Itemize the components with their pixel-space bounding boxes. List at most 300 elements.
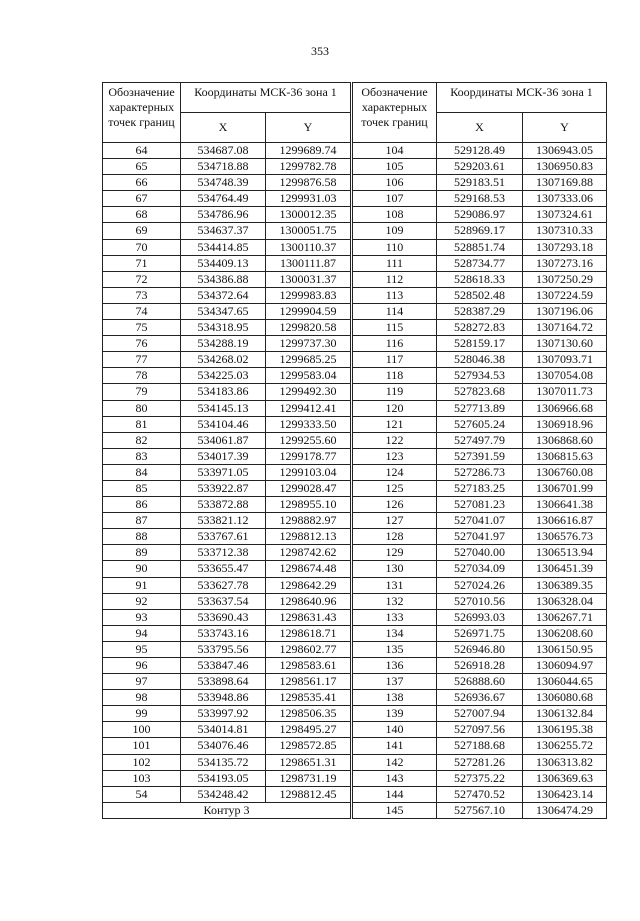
y-cell: 1307250.29 bbox=[523, 271, 607, 287]
x-cell: 533898.64 bbox=[181, 674, 266, 690]
table-row bbox=[353, 593, 607, 609]
x-cell: 533847.46 bbox=[181, 658, 266, 674]
table-row bbox=[103, 448, 351, 464]
header-y: Y bbox=[523, 113, 607, 143]
point-id-cell: 77 bbox=[103, 352, 181, 368]
table-row bbox=[353, 480, 607, 496]
point-id-cell: 111 bbox=[353, 255, 437, 271]
x-cell: 534372.64 bbox=[181, 287, 266, 303]
point-id-cell: 81 bbox=[103, 416, 181, 432]
point-id-cell: 96 bbox=[103, 658, 181, 674]
y-cell: 1298640.96 bbox=[266, 593, 351, 609]
x-cell: 533627.78 bbox=[181, 577, 266, 593]
x-cell: 529128.49 bbox=[437, 143, 523, 159]
table-row bbox=[103, 786, 351, 802]
y-cell: 1307293.18 bbox=[523, 239, 607, 255]
table-row bbox=[103, 271, 351, 287]
page-number: 353 bbox=[311, 44, 329, 58]
y-cell: 1306044.65 bbox=[523, 674, 607, 690]
x-cell: 527007.94 bbox=[437, 706, 523, 722]
point-id-cell: 118 bbox=[353, 368, 437, 384]
point-id-cell: 74 bbox=[103, 303, 181, 319]
x-cell: 534318.95 bbox=[181, 320, 266, 336]
x-cell: 534786.96 bbox=[181, 207, 266, 223]
x-cell: 534135.72 bbox=[181, 754, 266, 770]
table-row bbox=[103, 143, 351, 159]
point-id-cell: 100 bbox=[103, 722, 181, 738]
table-row bbox=[353, 239, 607, 255]
point-id-cell: 124 bbox=[353, 464, 437, 480]
point-id-cell: 110 bbox=[353, 239, 437, 255]
point-id-cell: 136 bbox=[353, 658, 437, 674]
table-row bbox=[103, 384, 351, 400]
point-id-cell: 127 bbox=[353, 513, 437, 529]
table-row bbox=[353, 561, 607, 577]
y-cell: 1298618.71 bbox=[266, 625, 351, 641]
table-row bbox=[103, 706, 351, 722]
table-row bbox=[353, 432, 607, 448]
y-cell: 1300031.37 bbox=[266, 271, 351, 287]
table-row bbox=[353, 175, 607, 191]
table-row bbox=[103, 336, 351, 352]
table-row bbox=[353, 464, 607, 480]
y-cell: 1306918.96 bbox=[523, 416, 607, 432]
y-cell: 1299583.04 bbox=[266, 368, 351, 384]
point-id-cell: 113 bbox=[353, 287, 437, 303]
x-cell: 527934.53 bbox=[437, 368, 523, 384]
x-cell: 526936.67 bbox=[437, 690, 523, 706]
y-cell: 1300051.75 bbox=[266, 223, 351, 239]
x-cell: 526888.60 bbox=[437, 674, 523, 690]
table-row bbox=[103, 303, 351, 319]
point-id-cell: 93 bbox=[103, 609, 181, 625]
point-id-cell: 145 bbox=[353, 802, 437, 818]
y-cell: 1307011.73 bbox=[523, 384, 607, 400]
point-id-cell: 85 bbox=[103, 480, 181, 496]
table-row bbox=[103, 577, 351, 593]
point-id-cell: 101 bbox=[103, 738, 181, 754]
x-cell: 533637.54 bbox=[181, 593, 266, 609]
x-cell: 534637.37 bbox=[181, 223, 266, 239]
y-cell: 1306950.83 bbox=[523, 159, 607, 175]
point-id-cell: 75 bbox=[103, 320, 181, 336]
x-cell: 527097.56 bbox=[437, 722, 523, 738]
x-cell: 527713.89 bbox=[437, 400, 523, 416]
y-cell: 1298742.62 bbox=[266, 545, 351, 561]
table-row bbox=[103, 239, 351, 255]
x-cell: 528046.38 bbox=[437, 352, 523, 368]
table-row bbox=[353, 207, 607, 223]
table-row bbox=[103, 480, 351, 496]
table-row bbox=[353, 641, 607, 657]
y-cell: 1299782.78 bbox=[266, 159, 351, 175]
table-row bbox=[103, 513, 351, 529]
x-cell: 534248.42 bbox=[181, 786, 266, 802]
table-row bbox=[353, 770, 607, 786]
y-cell: 1306815.63 bbox=[523, 448, 607, 464]
x-cell: 533997.92 bbox=[181, 706, 266, 722]
x-cell: 528272.83 bbox=[437, 320, 523, 336]
y-cell: 1298812.45 bbox=[266, 786, 351, 802]
y-cell: 1307310.33 bbox=[523, 223, 607, 239]
table-row bbox=[353, 577, 607, 593]
y-cell: 1307324.61 bbox=[523, 207, 607, 223]
y-cell: 1306080.68 bbox=[523, 690, 607, 706]
y-cell: 1307093.71 bbox=[523, 352, 607, 368]
header-designation: Обозначение характерных точек границ bbox=[103, 83, 181, 143]
table-row bbox=[103, 287, 351, 303]
x-cell: 527040.00 bbox=[437, 545, 523, 561]
y-cell: 1307164.72 bbox=[523, 320, 607, 336]
table-row bbox=[353, 400, 607, 416]
y-cell: 1306369.63 bbox=[523, 770, 607, 786]
y-cell: 1306255.72 bbox=[523, 738, 607, 754]
table-row bbox=[103, 770, 351, 786]
point-id-cell: 98 bbox=[103, 690, 181, 706]
y-cell: 1306208.60 bbox=[523, 625, 607, 641]
point-id-cell: 83 bbox=[103, 448, 181, 464]
point-id-cell: 112 bbox=[353, 271, 437, 287]
y-cell: 1300111.87 bbox=[266, 255, 351, 271]
x-cell: 534386.88 bbox=[181, 271, 266, 287]
table-row bbox=[103, 658, 351, 674]
y-cell: 1298631.43 bbox=[266, 609, 351, 625]
x-cell: 534145.13 bbox=[181, 400, 266, 416]
y-cell: 1307333.06 bbox=[523, 191, 607, 207]
x-cell: 527567.10 bbox=[437, 802, 523, 818]
header-x: X bbox=[181, 113, 266, 143]
x-cell: 533767.61 bbox=[181, 529, 266, 545]
y-cell: 1306513.94 bbox=[523, 545, 607, 561]
point-id-cell: 89 bbox=[103, 545, 181, 561]
point-id-cell: 107 bbox=[353, 191, 437, 207]
point-id-cell: 76 bbox=[103, 336, 181, 352]
y-cell: 1306132.84 bbox=[523, 706, 607, 722]
y-cell: 1298495.27 bbox=[266, 722, 351, 738]
y-cell: 1299931.03 bbox=[266, 191, 351, 207]
point-id-cell: 139 bbox=[353, 706, 437, 722]
header-x: X bbox=[437, 113, 523, 143]
header-coordinates-group: Координаты МСК-36 зона 1 bbox=[181, 83, 351, 113]
y-cell: 1298882.97 bbox=[266, 513, 351, 529]
table-row bbox=[103, 529, 351, 545]
table-row bbox=[103, 368, 351, 384]
point-id-cell: 94 bbox=[103, 625, 181, 641]
x-cell: 534183.86 bbox=[181, 384, 266, 400]
x-cell: 533922.87 bbox=[181, 480, 266, 496]
y-cell: 1306451.39 bbox=[523, 561, 607, 577]
y-cell: 1306760.08 bbox=[523, 464, 607, 480]
point-id-cell: 115 bbox=[353, 320, 437, 336]
point-id-cell: 73 bbox=[103, 287, 181, 303]
point-id-cell: 121 bbox=[353, 416, 437, 432]
table-row bbox=[103, 432, 351, 448]
y-cell: 1299412.41 bbox=[266, 400, 351, 416]
point-id-cell: 142 bbox=[353, 754, 437, 770]
y-cell: 1306313.82 bbox=[523, 754, 607, 770]
point-id-cell: 109 bbox=[353, 223, 437, 239]
coordinates-table-right bbox=[352, 82, 607, 819]
x-cell: 526918.28 bbox=[437, 658, 523, 674]
point-id-cell: 72 bbox=[103, 271, 181, 287]
table-row bbox=[353, 786, 607, 802]
x-cell: 527375.22 bbox=[437, 770, 523, 786]
point-id-cell: 120 bbox=[353, 400, 437, 416]
table-row bbox=[103, 690, 351, 706]
table-body-right bbox=[353, 143, 607, 819]
point-id-cell: 97 bbox=[103, 674, 181, 690]
y-cell: 1299876.58 bbox=[266, 175, 351, 191]
table-row bbox=[353, 159, 607, 175]
table-row bbox=[103, 464, 351, 480]
y-cell: 1298812.13 bbox=[266, 529, 351, 545]
point-id-cell: 87 bbox=[103, 513, 181, 529]
x-cell: 527024.26 bbox=[437, 577, 523, 593]
x-cell: 534687.08 bbox=[181, 143, 266, 159]
y-cell: 1306474.29 bbox=[523, 802, 607, 818]
y-cell: 1306868.60 bbox=[523, 432, 607, 448]
x-cell: 534061.87 bbox=[181, 432, 266, 448]
x-cell: 528734.77 bbox=[437, 255, 523, 271]
point-id-cell: 91 bbox=[103, 577, 181, 593]
point-id-cell: 126 bbox=[353, 497, 437, 513]
table-row bbox=[103, 255, 351, 271]
y-cell: 1299333.50 bbox=[266, 416, 351, 432]
x-cell: 527497.79 bbox=[437, 432, 523, 448]
y-cell: 1298674.48 bbox=[266, 561, 351, 577]
x-cell: 527081.23 bbox=[437, 497, 523, 513]
y-cell: 1307196.06 bbox=[523, 303, 607, 319]
x-cell: 527183.25 bbox=[437, 480, 523, 496]
y-cell: 1298602.77 bbox=[266, 641, 351, 657]
y-cell: 1299492.30 bbox=[266, 384, 351, 400]
header-designation: Обозначение характерных точек границ bbox=[353, 83, 437, 143]
y-cell: 1306389.35 bbox=[523, 577, 607, 593]
point-id-cell: 102 bbox=[103, 754, 181, 770]
y-cell: 1306150.95 bbox=[523, 641, 607, 657]
point-id-cell: 80 bbox=[103, 400, 181, 416]
x-cell: 528502.48 bbox=[437, 287, 523, 303]
table-row bbox=[353, 448, 607, 464]
table-row bbox=[103, 593, 351, 609]
x-cell: 534014.81 bbox=[181, 722, 266, 738]
point-id-cell: 66 bbox=[103, 175, 181, 191]
table-row bbox=[353, 271, 607, 287]
x-cell: 527605.24 bbox=[437, 416, 523, 432]
y-cell: 1300110.37 bbox=[266, 239, 351, 255]
x-cell: 527041.07 bbox=[437, 513, 523, 529]
header-y: Y bbox=[266, 113, 351, 143]
point-id-cell: 106 bbox=[353, 175, 437, 191]
point-id-cell: 65 bbox=[103, 159, 181, 175]
x-cell: 527034.09 bbox=[437, 561, 523, 577]
y-cell: 1306701.99 bbox=[523, 480, 607, 496]
table-row bbox=[353, 609, 607, 625]
point-id-cell: 70 bbox=[103, 239, 181, 255]
y-cell: 1307169.88 bbox=[523, 175, 607, 191]
x-cell: 533743.16 bbox=[181, 625, 266, 641]
table-row bbox=[353, 625, 607, 641]
table-row bbox=[103, 159, 351, 175]
table-footer-row bbox=[103, 802, 351, 818]
point-id-cell: 133 bbox=[353, 609, 437, 625]
y-cell: 1299904.59 bbox=[266, 303, 351, 319]
y-cell: 1306966.68 bbox=[523, 400, 607, 416]
y-cell: 1307130.60 bbox=[523, 336, 607, 352]
point-id-cell: 79 bbox=[103, 384, 181, 400]
y-cell: 1298955.10 bbox=[266, 497, 351, 513]
contour-label: Контур 3 bbox=[103, 802, 351, 818]
point-id-cell: 122 bbox=[353, 432, 437, 448]
point-id-cell: 117 bbox=[353, 352, 437, 368]
table-row bbox=[103, 223, 351, 239]
y-cell: 1299178.77 bbox=[266, 448, 351, 464]
x-cell: 534225.03 bbox=[181, 368, 266, 384]
y-cell: 1306267.71 bbox=[523, 609, 607, 625]
x-cell: 534017.39 bbox=[181, 448, 266, 464]
y-cell: 1299103.04 bbox=[266, 464, 351, 480]
point-id-cell: 125 bbox=[353, 480, 437, 496]
point-id-cell: 134 bbox=[353, 625, 437, 641]
table-row bbox=[353, 336, 607, 352]
x-cell: 533655.47 bbox=[181, 561, 266, 577]
table-row bbox=[353, 223, 607, 239]
x-cell: 528851.74 bbox=[437, 239, 523, 255]
x-cell: 527010.56 bbox=[437, 593, 523, 609]
y-cell: 1298642.29 bbox=[266, 577, 351, 593]
table-row bbox=[353, 255, 607, 271]
point-id-cell: 135 bbox=[353, 641, 437, 657]
x-cell: 534764.49 bbox=[181, 191, 266, 207]
table-row bbox=[353, 320, 607, 336]
point-id-cell: 116 bbox=[353, 336, 437, 352]
y-cell: 1298731.19 bbox=[266, 770, 351, 786]
y-cell: 1298506.35 bbox=[266, 706, 351, 722]
x-cell: 526946.80 bbox=[437, 641, 523, 657]
x-cell: 527823.68 bbox=[437, 384, 523, 400]
point-id-cell: 88 bbox=[103, 529, 181, 545]
y-cell: 1306576.73 bbox=[523, 529, 607, 545]
y-cell: 1299689.74 bbox=[266, 143, 351, 159]
x-cell: 534748.39 bbox=[181, 175, 266, 191]
point-id-cell: 123 bbox=[353, 448, 437, 464]
x-cell: 527041.97 bbox=[437, 529, 523, 545]
table-row bbox=[353, 658, 607, 674]
point-id-cell: 143 bbox=[353, 770, 437, 786]
table-row bbox=[103, 754, 351, 770]
x-cell: 534718.88 bbox=[181, 159, 266, 175]
x-cell: 534414.85 bbox=[181, 239, 266, 255]
y-cell: 1299255.60 bbox=[266, 432, 351, 448]
x-cell: 526971.75 bbox=[437, 625, 523, 641]
x-cell: 533712.38 bbox=[181, 545, 266, 561]
point-id-cell: 92 bbox=[103, 593, 181, 609]
table-row bbox=[353, 529, 607, 545]
y-cell: 1299820.58 bbox=[266, 320, 351, 336]
x-cell: 533971.05 bbox=[181, 464, 266, 480]
y-cell: 1298651.31 bbox=[266, 754, 351, 770]
y-cell: 1299685.25 bbox=[266, 352, 351, 368]
y-cell: 1298572.85 bbox=[266, 738, 351, 754]
table-row bbox=[103, 207, 351, 223]
table-row bbox=[353, 303, 607, 319]
y-cell: 1306094.97 bbox=[523, 658, 607, 674]
table-row bbox=[103, 320, 351, 336]
y-cell: 1306641.38 bbox=[523, 497, 607, 513]
table-row bbox=[353, 352, 607, 368]
x-cell: 528969.17 bbox=[437, 223, 523, 239]
point-id-cell: 144 bbox=[353, 786, 437, 802]
table-row bbox=[103, 738, 351, 754]
table-row bbox=[353, 722, 607, 738]
point-id-cell: 132 bbox=[353, 593, 437, 609]
x-cell: 533795.56 bbox=[181, 641, 266, 657]
point-id-cell: 54 bbox=[103, 786, 181, 802]
x-cell: 526993.03 bbox=[437, 609, 523, 625]
x-cell: 528159.17 bbox=[437, 336, 523, 352]
x-cell: 533690.43 bbox=[181, 609, 266, 625]
x-cell: 533872.88 bbox=[181, 497, 266, 513]
x-cell: 527391.59 bbox=[437, 448, 523, 464]
point-id-cell: 90 bbox=[103, 561, 181, 577]
x-cell: 529183.51 bbox=[437, 175, 523, 191]
table-row bbox=[353, 497, 607, 513]
x-cell: 533948.86 bbox=[181, 690, 266, 706]
point-id-cell: 69 bbox=[103, 223, 181, 239]
x-cell: 534076.46 bbox=[181, 738, 266, 754]
y-cell: 1307273.16 bbox=[523, 255, 607, 271]
x-cell: 528618.33 bbox=[437, 271, 523, 287]
table-row bbox=[103, 561, 351, 577]
point-id-cell: 95 bbox=[103, 641, 181, 657]
table-row bbox=[353, 191, 607, 207]
point-id-cell: 141 bbox=[353, 738, 437, 754]
point-id-cell: 82 bbox=[103, 432, 181, 448]
table-row bbox=[353, 545, 607, 561]
x-cell: 527188.68 bbox=[437, 738, 523, 754]
x-cell: 533821.12 bbox=[181, 513, 266, 529]
table-row bbox=[103, 722, 351, 738]
x-cell: 527281.26 bbox=[437, 754, 523, 770]
y-cell: 1298583.61 bbox=[266, 658, 351, 674]
y-cell: 1299737.30 bbox=[266, 336, 351, 352]
table-row bbox=[353, 513, 607, 529]
x-cell: 529168.53 bbox=[437, 191, 523, 207]
table-row bbox=[353, 690, 607, 706]
point-id-cell: 68 bbox=[103, 207, 181, 223]
point-id-cell: 103 bbox=[103, 770, 181, 786]
table-row bbox=[353, 416, 607, 432]
point-id-cell: 131 bbox=[353, 577, 437, 593]
y-cell: 1298561.17 bbox=[266, 674, 351, 690]
point-id-cell: 64 bbox=[103, 143, 181, 159]
x-cell: 529086.97 bbox=[437, 207, 523, 223]
point-id-cell: 84 bbox=[103, 464, 181, 480]
table-row bbox=[103, 400, 351, 416]
table-row bbox=[353, 287, 607, 303]
table-row bbox=[103, 352, 351, 368]
header-coordinates-group: Координаты МСК-36 зона 1 bbox=[437, 83, 607, 113]
y-cell: 1300012.35 bbox=[266, 207, 351, 223]
table-row bbox=[103, 609, 351, 625]
x-cell: 534409.13 bbox=[181, 255, 266, 271]
y-cell: 1306943.05 bbox=[523, 143, 607, 159]
point-id-cell: 137 bbox=[353, 674, 437, 690]
y-cell: 1299983.83 bbox=[266, 287, 351, 303]
point-id-cell: 78 bbox=[103, 368, 181, 384]
y-cell: 1306616.87 bbox=[523, 513, 607, 529]
table-row bbox=[103, 641, 351, 657]
